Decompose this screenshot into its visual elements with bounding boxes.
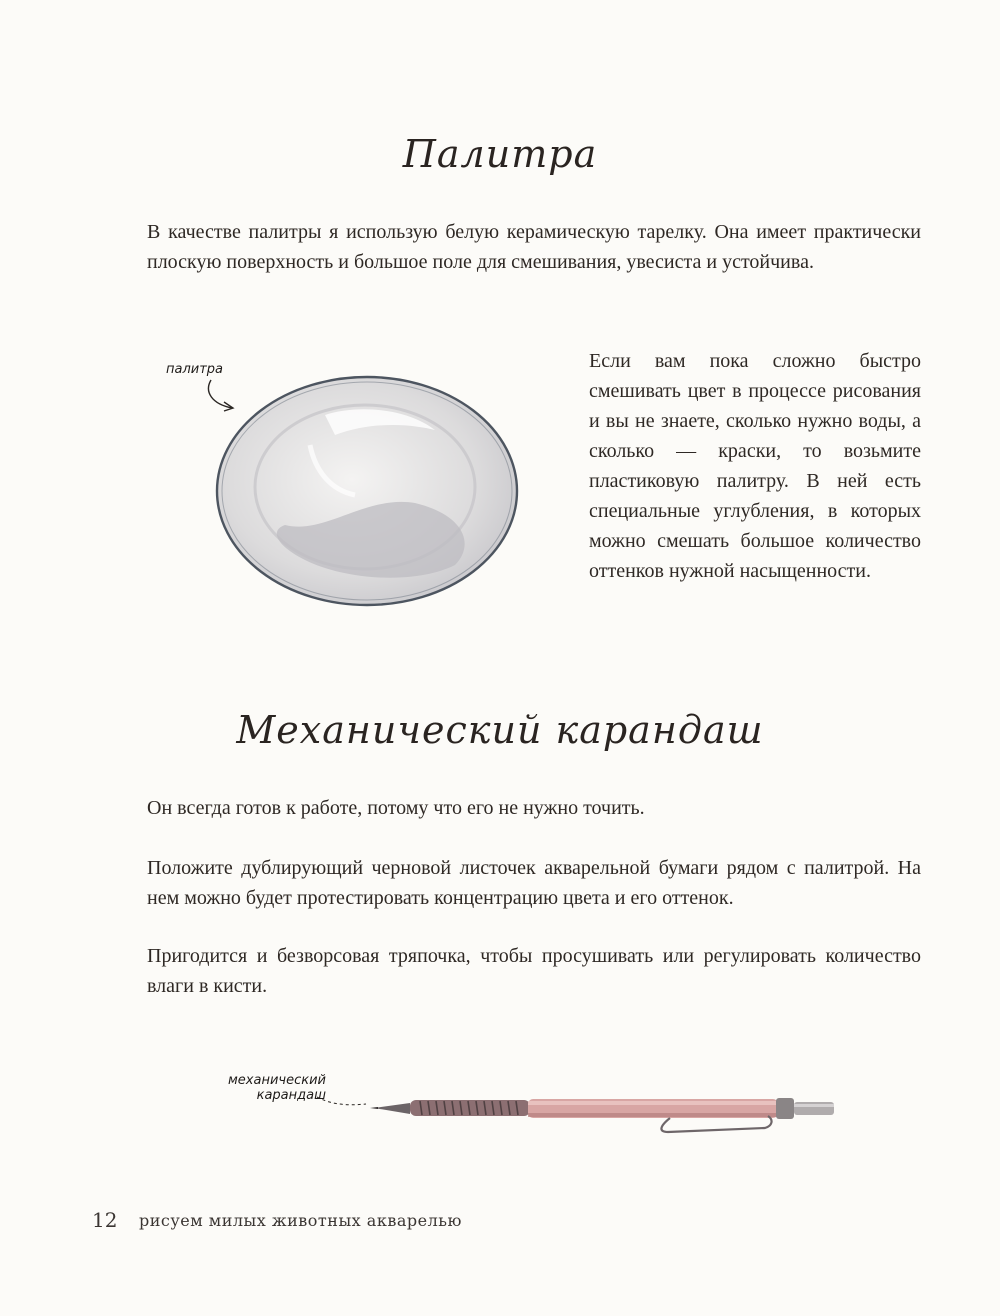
palette-intro-paragraph: В качестве палитры я использую белую керамическую тарелку. Она имеет практически плоскую поверхность и большое поле для смешивания, увесиста и устойчива. [147, 221, 921, 273]
pencil-paragraph-1: Он всегда готов к работе, потому что его не нужно точить. [147, 797, 645, 819]
pencil-label-line2: карандаш [256, 1088, 326, 1103]
pencil-paragraph-3: Пригодится и безворсовая тряпочка, чтобы просушивать или регулировать количество влаги в кисти. [147, 945, 921, 997]
mechanical-pencil-illustration [370, 1092, 840, 1137]
palette-label: палитра [166, 362, 224, 377]
page-number: 12 [92, 1208, 118, 1232]
palette-heading: Палитра [402, 132, 598, 176]
pencil-heading: Механический карандаш [236, 708, 764, 752]
pencil-paragraph-2: Положите дублирующий черновой листочек акварельной бумаги рядом с палитрой. На нем можно будет протестировать концентрацию цвета и его оттенок. [147, 857, 921, 909]
book-title: рисуем милых животных акварелью [139, 1211, 462, 1230]
palette-side-paragraph: Если вам пока сложно быстро смешивать цвет в процессе рисования и вы не знаете, сколько нужно воды, а сколько — краски, то возьмите пластиковую палитру. В ней есть специальные углубления, в которых можно смешать большое количество оттенков нужной насыщенности. [589, 350, 921, 582]
pencil-label-line1: механический [228, 1073, 326, 1088]
